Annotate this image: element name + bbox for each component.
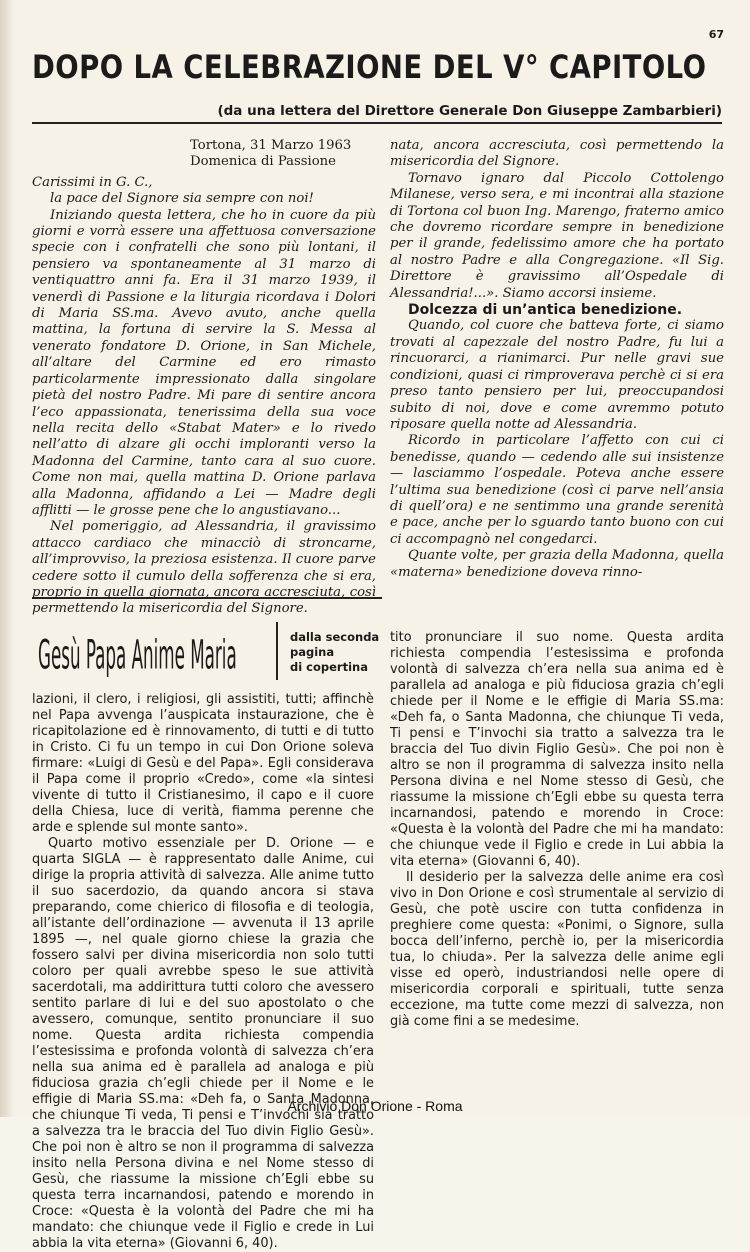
- letter-date-day: Domenica di Passione: [190, 154, 336, 170]
- letter-paragraph: Quante volte, per grazia della Madonna, quella «materna» benedizione doveva rinno-: [390, 548, 724, 580]
- letter-date: [32, 138, 376, 171]
- page-spine-shadow: [0, 0, 14, 1117]
- letter-paragraph: Iniziando questa lettera, che ho in cuore da più giorni e vorrà essere una affettuosa conversazione specie con i confratelli che sono più lontani, il pensiero va spontaneamente al 31 marzo di ventiquattro anni fa. Era il 31 marzo 1939, il venerdì di Passione e la liturgia ricordava i Dolori di Maria SS.ma. Avevo avuto, anche quella mattina, la fortuna di servire la S. Messa al venerato fondatore D. Orione, in San Michele, all’altare del Carmine ed ero rimasto particolarmente impressionato dalla singolare pietà del nostro Padre. Mi pare di sentire ancora l’eco appassionata, tenerissima della sua voce nella recita dello «Stabat Mater» e lo rivedo nell’atto di alzare gli occhi imploranti verso la Madonna del Carmine, tanto cara al suo cuore. Come non mai, quella mattina D. Orione parlava alla Madonna, affidando a Lei — Madre degli afflitti — le grosse pene che lo angustiavano...: [32, 207, 376, 518]
- continuation-note-line: di copertina: [290, 660, 368, 674]
- continuation-note-line: dalla seconda: [290, 630, 380, 644]
- continuation-title: Gesù Papa Anime Maria: [38, 632, 237, 680]
- letter-column-left: [32, 138, 376, 617]
- letter-paragraph: la pace del Signore sia sempre con noi!: [50, 191, 314, 207]
- continuation-note: [290, 630, 379, 675]
- letter-date-line: Tortona, 31 Marzo 1963: [190, 138, 352, 153]
- continuation-paragraph: Quarto motivo essenziale per D. Orione — e quarta SIGLA — è rappresentato dalle Anime, cui dirige la propria attività di salvezza. Alle anime tutto il suo sacerdozio, da quando ancora si stava preparando, come chierico di filosofia e di teologia, all’istante dell’ordinazione — avvenuta il 13 aprile 1895 —, nel quale giorno chiese la grazia che fossero salvi per divina misericordia non solo tutti coloro per quali avrebbe speso le sue attività sacerdotali, ma addirittura tutti coloro che avessero sentito parlare di lui e del suo apostolato o che avessero, comunque, sentito pronunciare il suo nome. Questa ardita richiesta compendia l’estesissima e profonda volontà di salvezza ch’era nella sua anima ed è parallela ad analoga e più fiduciosa grazia ch’egli chiede per il Nome e le effigie di Maria SS.ma: «Deh fa, o Santa Madonna, che chiunque Ti veda, Ti pensi e T’invochi sia tratto a salvezza tra le braccia del Tuo divin Figlio Gesù». Che poi non è altro se non il programma di salvezza insito nella Persona divina e nel Nome stesso di Gesù, che riassume la missione ch’Egli ebbe su questa terra incarnandosi, patendo e morendo in Croce: «Questa è la volontà del Padre che mi ha mandato: che chiunque vede il Figlio e crede in Lui abbia la vita eterna» (Giovanni 6, 40).: [32, 836, 374, 1251]
- section-heading: Dolcezza di un’antica benedizione.: [408, 302, 683, 319]
- archive-footer: Archivio Don Orione - Roma: [287, 1098, 463, 1114]
- continuation-column-right: [390, 630, 724, 1030]
- continuation-paragraph-continued: tito pronunciare il suo nome. Questa ardita richiesta compendia l’estesissima e profonda volontà di salvezza ch’era nella sua anima ed è parallela ad analoga e più fiduciosa grazia ch’egli chiede per il Nome e le effigie di Maria SS.ma: «Deh fa, o Santa Madonna, che chiunque Ti veda, Ti pensi e T’invochi sia tratto a salvezza tra le braccia del Tuo divin Figlio Gesù». Che poi non è altro se non il programma di salvezza insito nella Persona divina e nel Nome stesso di Gesù, che riassume la missione ch’Egli ebbe su questa terra incarnandosi, patendo e morendo in Croce: «Questa è la volontà del Padre che mi ha mandato: che chiunque vede il Figlio e crede in Lui abbia la vita eterna» (Giovanni 6, 40).: [390, 630, 724, 869]
- letter-column-right: [390, 138, 724, 581]
- article-subtitle: (da una lettera del Direttore Generale Don Giuseppe Zambarbieri): [217, 103, 722, 119]
- continuation-title-bar: [276, 622, 278, 680]
- letter-paragraph: Nel pomeriggio, ad Alessandria, il gravissimo attacco cardiaco che minacciò di stroncarne, all’improvviso, la preziosa esistenza. Il cuore parve cedere sotto il cumulo della sofferenza che si era, proprio in quella giornata, ancora accresciuta, così permettendo la misericordia del Signore.: [32, 519, 376, 617]
- continuation-paragraph: lazioni, il clero, i religiosi, gli assistiti, tutti; affinchè nel Papa avvenga l’auspicata instaurazione, che è ricapitolazione ed è rinnovamento, di tutti e di tutto in Cristo. Ci fu un tempo in cui Don Orione soleva firmare: «Luigi di Gesù e del Papa». Egli considerava il Papa come il proprio «Credo», come «la sintesi vivente di tutto il Cristianesimo, il capo e il cuore della Chiesa, luce di verità, fiamma perenne che arde e splende sul monte santo».: [32, 692, 374, 835]
- letter-paragraph: Ricordo in particolare l’affetto con cui ci benedisse, quando — cedendo alle sui insistenze — lasciammo l’ospedale. Poteva anche essere l’ultima sua benedizione (così ci parve nell’ansia di quell’ora) e ne sentimmo una grande serenità e pace, anche per lo sguardo tanto buono con cui ci accompagnò nel congedarci.: [390, 433, 724, 547]
- continuation-column-left: [32, 692, 374, 1251]
- page-number: 67: [708, 28, 724, 41]
- continuation-note-line: pagina: [290, 645, 335, 659]
- letter-paragraph: Quando, col cuore che batteva forte, ci siamo trovati al capezzale del nostro Padre, fu lui a rincuorarci, a rianimarci. Pur nelle gravi sue condizioni, quasi ci rimproverava perchè ci si era preso tanto pensiero per lui, preoccupandosi subito di noi, dove e come avremmo potuto riposare quella notte ad Alessandria.: [390, 318, 724, 432]
- letter-greeting: Carissimi in G. C.,: [32, 174, 153, 190]
- title-rule: [32, 122, 722, 124]
- letter-paragraph-continued: nata, ancora accresciuta, così permettendo la misericordia del Signore.: [390, 138, 724, 170]
- letter-paragraph: Tornavo ignaro dal Piccolo Cottolengo Milanese, verso sera, e mi incontrai alla stazione di Tortona col buon Ing. Marengo, fraterno amico che dovremo ricordare sempre in benedizione per il grande, fedelissimo amore che ha portato al nostro Padre e alla Congregazione. «Il Sig. Direttore è gravissimo all’Ospedale di Alessandria!...». Siamo accorsi insieme.: [390, 170, 724, 301]
- article-title: DOPO LA CELEBRAZIONE DEL V° CAPITOLO: [32, 48, 707, 86]
- continuation-paragraph: Il desiderio per la salvezza delle anime era così vivo in Don Orione e così strumentale al servizio di Gesù, che potè uscire con tutta confidenza in preghiere come questa: «Ponimi, o Signore, sulla bocca dell’inferno, perchè io, per la misericordia tua, lo chiuda». Per la salvezza delle anime egli visse ed operò, industriandosi nelle opere di misericordia corporali e spirituali, tutte senza eccezione, ma tutte come mezzi di salvezza, non già come fini a se medesime.: [390, 870, 724, 1029]
- section-divider: [32, 597, 382, 599]
